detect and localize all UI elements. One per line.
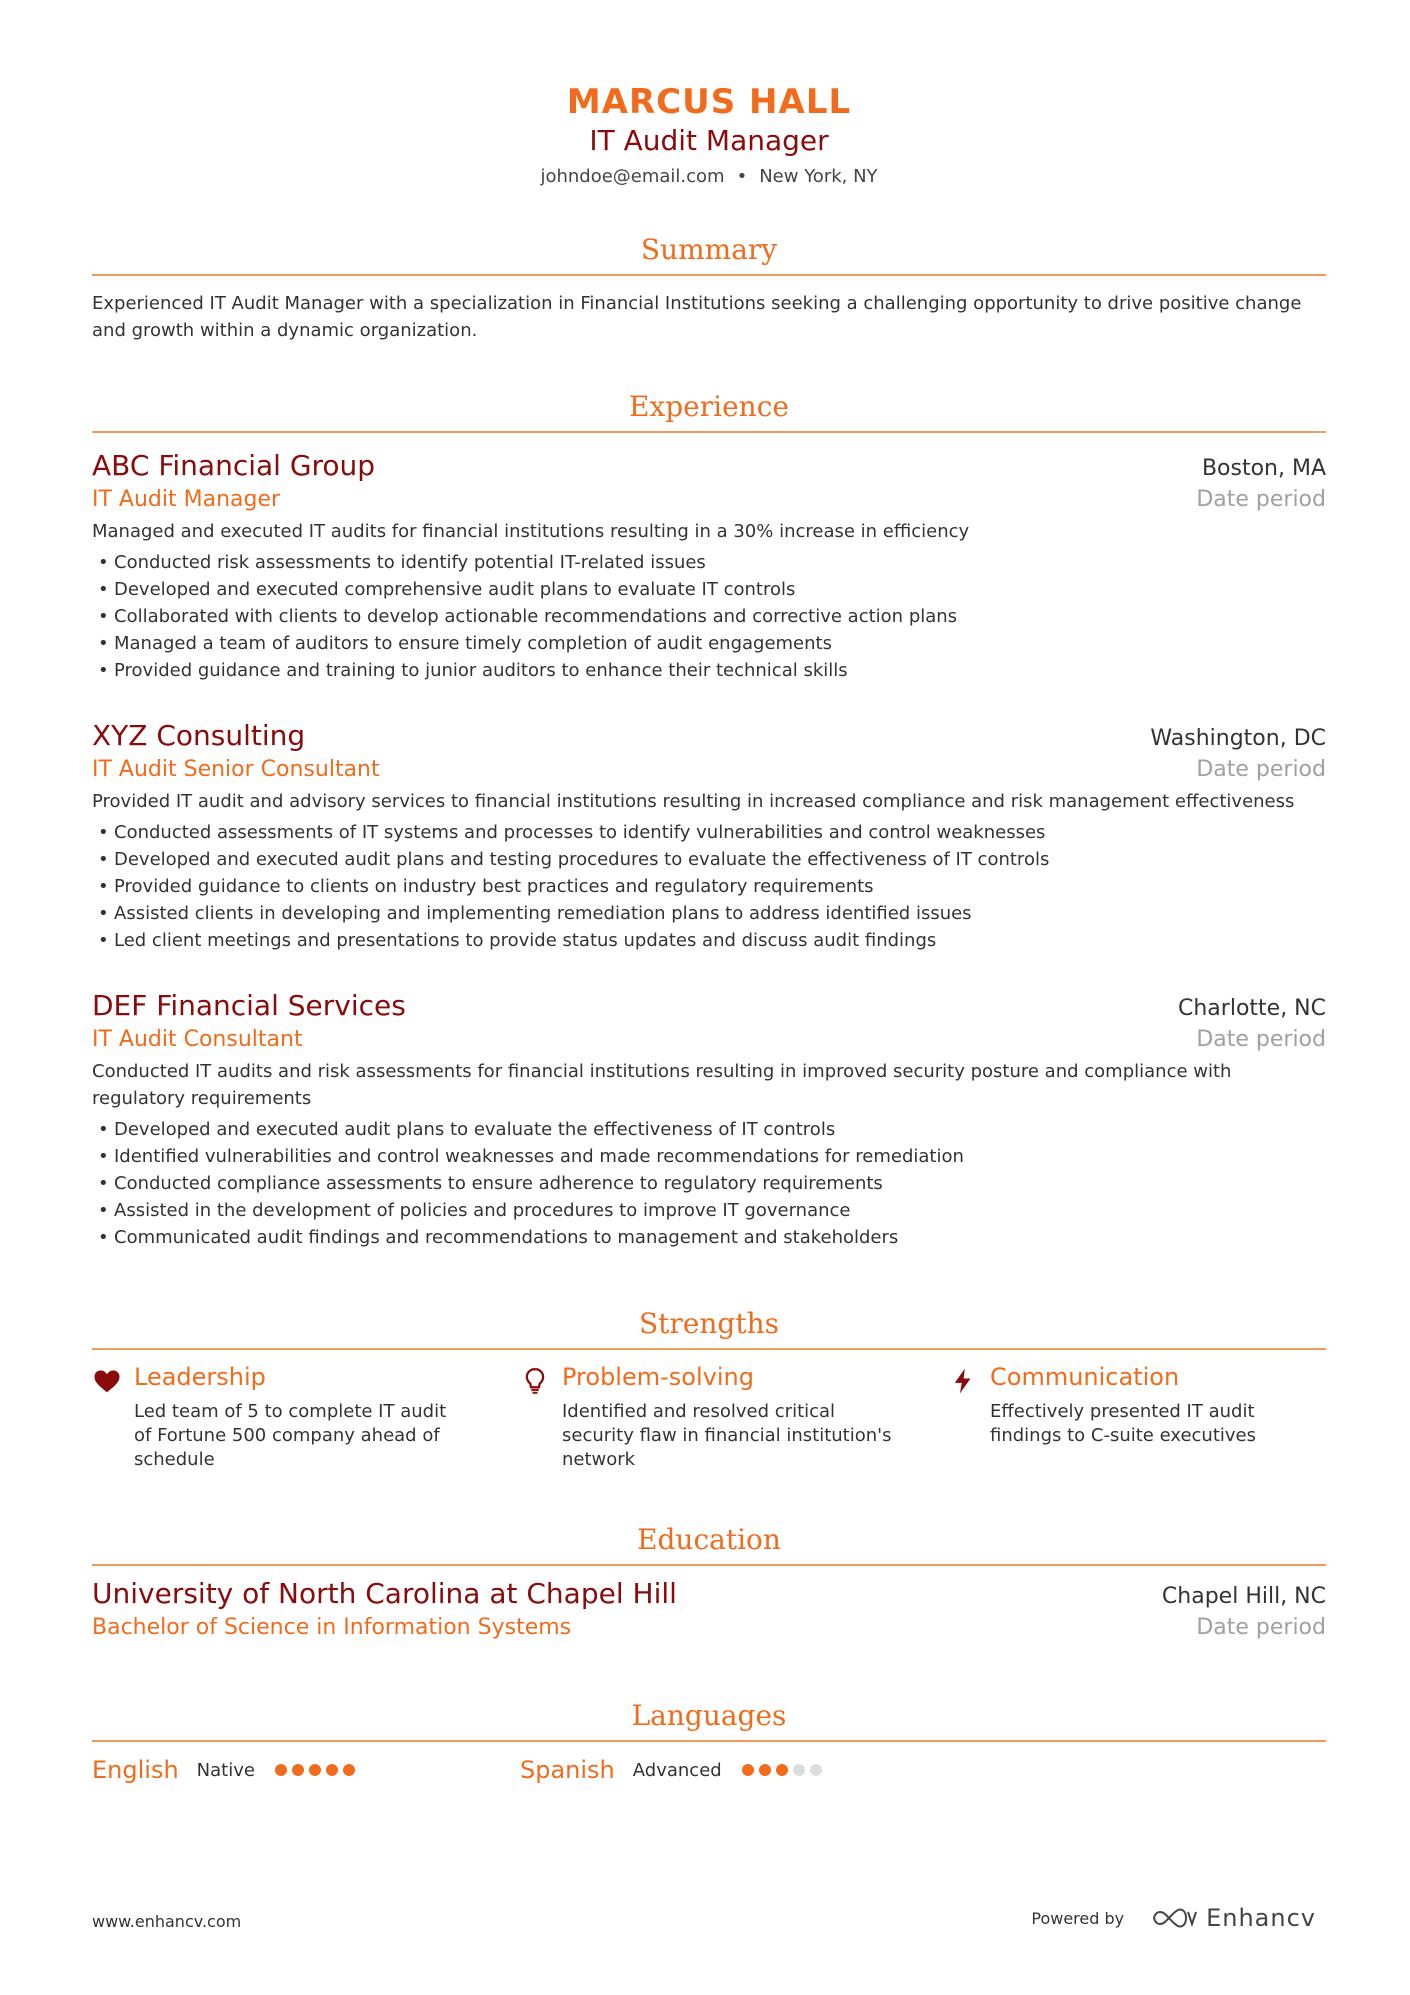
lightning-icon — [948, 1366, 978, 1396]
contact-location: New York, NY — [759, 166, 878, 187]
job-bullet: • Led client meetings and presentations to provide status updates and discuss audit findings — [92, 927, 1326, 954]
contact-separator: • — [736, 166, 748, 187]
job-bullet: • Provided guidance to clients on industry best practices and regulatory requirements — [92, 873, 1326, 900]
job-bullet: • Conducted risk assessments to identify potential IT-related issues — [92, 549, 1326, 576]
strength-title: Leadership — [134, 1363, 266, 1391]
job-bullet: • Managed a team of auditors to ensure timely completion of audit engagements — [92, 630, 1326, 657]
rating-dot-empty — [793, 1764, 805, 1776]
strength-description: Effectively presented IT audit findings to C-suite executives — [990, 1401, 1257, 1446]
job-entry — [92, 988, 1326, 1251]
education-location: Chapel Hill, NC — [1161, 1584, 1326, 1609]
rating-dot-filled — [759, 1764, 771, 1776]
summary-heading: Summary — [92, 232, 1326, 276]
summary-section — [92, 232, 1326, 344]
language-name: Spanish — [520, 1756, 615, 1784]
job-bullet: • Developed and executed comprehensive audit plans to evaluate IT controls — [92, 576, 1326, 603]
job-bullet: • Conducted assessments of IT systems and processes to identify vulnerabilities and control weaknesses — [92, 819, 1326, 846]
education-heading: Education — [92, 1522, 1326, 1566]
job-company: XYZ Consulting — [92, 719, 306, 752]
rating-dot-filled — [776, 1764, 788, 1776]
job-bullet: • Collaborated with clients to develop actionable recommendations and corrective action plans — [92, 603, 1326, 630]
job-bullets — [92, 549, 1326, 684]
language-rating — [275, 1764, 360, 1776]
footer-website[interactable]: www.enhancv.com — [92, 1912, 242, 1931]
strengths-grid — [92, 1362, 1326, 1482]
strength-description: Led team of 5 to complete IT audit of Fortune 500 company ahead of schedule — [134, 1401, 447, 1470]
job-entry — [92, 718, 1326, 954]
candidate-title: IT Audit Manager — [589, 124, 829, 157]
summary-text: Experienced IT Audit Manager with a specialization in Financial Institutions seeking a challenging opportunity to drive positive change and growth within a dynamic organization. — [92, 293, 1302, 341]
job-location: Washington, DC — [1150, 726, 1326, 751]
education-degree: Bachelor of Science in Information Systems — [92, 1615, 572, 1640]
language-name: English — [92, 1756, 179, 1784]
job-bullet: • Conducted compliance assessments to ensure adherence to regulatory requirements — [92, 1170, 1326, 1197]
strength-description: Identified and resolved critical security flaw in financial institution's network — [562, 1401, 892, 1470]
education-school: University of North Carolina at Chapel Hill — [92, 1577, 677, 1610]
job-description: Conducted IT audits and risk assessments for financial institutions resulting in improved security posture and compliance with regulatory requirements — [92, 1061, 1232, 1109]
resume-page — [92, 0, 1326, 1995]
job-bullet: • Identified vulnerabilities and control weaknesses and made recommendations for remediation — [92, 1143, 1326, 1170]
job-company: ABC Financial Group — [92, 449, 376, 482]
rating-dot-filled — [326, 1764, 338, 1776]
job-location: Charlotte, NC — [1178, 996, 1326, 1021]
language-item — [92, 1752, 360, 1788]
strength-title: Problem-solving — [562, 1363, 754, 1391]
job-role: IT Audit Manager — [92, 487, 281, 512]
languages-list — [92, 1752, 1326, 1792]
job-date: Date period — [1196, 757, 1326, 782]
job-date: Date period — [1196, 1027, 1326, 1052]
rating-dot-filled — [275, 1764, 287, 1776]
job-bullet: • Developed and executed audit plans and testing procedures to evaluate the effectiveness of IT controls — [92, 846, 1326, 873]
candidate-name: MARCUS HALL — [566, 82, 852, 122]
language-item — [520, 1752, 827, 1788]
rating-dot-filled — [309, 1764, 321, 1776]
lightbulb-icon — [520, 1366, 550, 1396]
footer-branding — [1031, 1904, 1316, 1932]
job-date: Date period — [1196, 487, 1326, 512]
rating-dot-filled — [742, 1764, 754, 1776]
contact-line — [92, 166, 1326, 188]
experience-heading: Experience — [92, 389, 1326, 433]
rating-dot-filled — [343, 1764, 355, 1776]
job-bullets — [92, 1116, 1326, 1251]
language-level: Native — [196, 1759, 255, 1781]
language-rating — [742, 1764, 827, 1776]
education-date: Date period — [1196, 1615, 1326, 1640]
strengths-heading: Strengths — [92, 1306, 1326, 1350]
job-bullet: • Assisted in the development of policies and procedures to improve IT governance — [92, 1197, 1326, 1224]
job-location: Boston, MA — [1201, 456, 1326, 481]
job-role: IT Audit Senior Consultant — [92, 757, 380, 782]
education-entry — [92, 1576, 1326, 1644]
heart-icon — [92, 1366, 122, 1396]
rating-dot-empty — [810, 1764, 822, 1776]
language-level: Advanced — [632, 1759, 722, 1781]
experience-section — [92, 389, 1326, 433]
job-bullet: • Assisted clients in developing and implementing remediation plans to address identified issues — [92, 900, 1326, 927]
rating-dot-filled — [292, 1764, 304, 1776]
job-bullet: • Developed and executed audit plans to evaluate the effectiveness of IT controls — [92, 1116, 1326, 1143]
job-bullets — [92, 819, 1326, 954]
footer-brand: Enhancv — [1206, 1904, 1316, 1932]
resume-header — [92, 82, 1326, 188]
job-description: Managed and executed IT audits for financial institutions resulting in a 30% increase in efficiency — [92, 521, 970, 542]
job-description: Provided IT audit and advisory services to financial institutions resulting in increased compliance and risk management effectiveness — [92, 791, 1295, 812]
footer-powered-by: Powered by — [1031, 1908, 1125, 1928]
job-bullet: • Communicated audit findings and recommendations to management and stakeholders — [92, 1224, 1326, 1251]
job-entry — [92, 448, 1326, 684]
enhancv-logo-icon — [1152, 1906, 1198, 1930]
contact-email[interactable]: johndoe@email.com — [540, 166, 725, 187]
strength-title: Communication — [990, 1363, 1180, 1391]
strengths-section — [92, 1306, 1326, 1350]
education-section — [92, 1522, 1326, 1566]
languages-section — [92, 1698, 1326, 1742]
job-company: DEF Financial Services — [92, 989, 406, 1022]
job-role: IT Audit Consultant — [92, 1027, 303, 1052]
languages-heading: Languages — [92, 1698, 1326, 1742]
job-bullet: • Provided guidance and training to junior auditors to enhance their technical skills — [92, 657, 1326, 684]
